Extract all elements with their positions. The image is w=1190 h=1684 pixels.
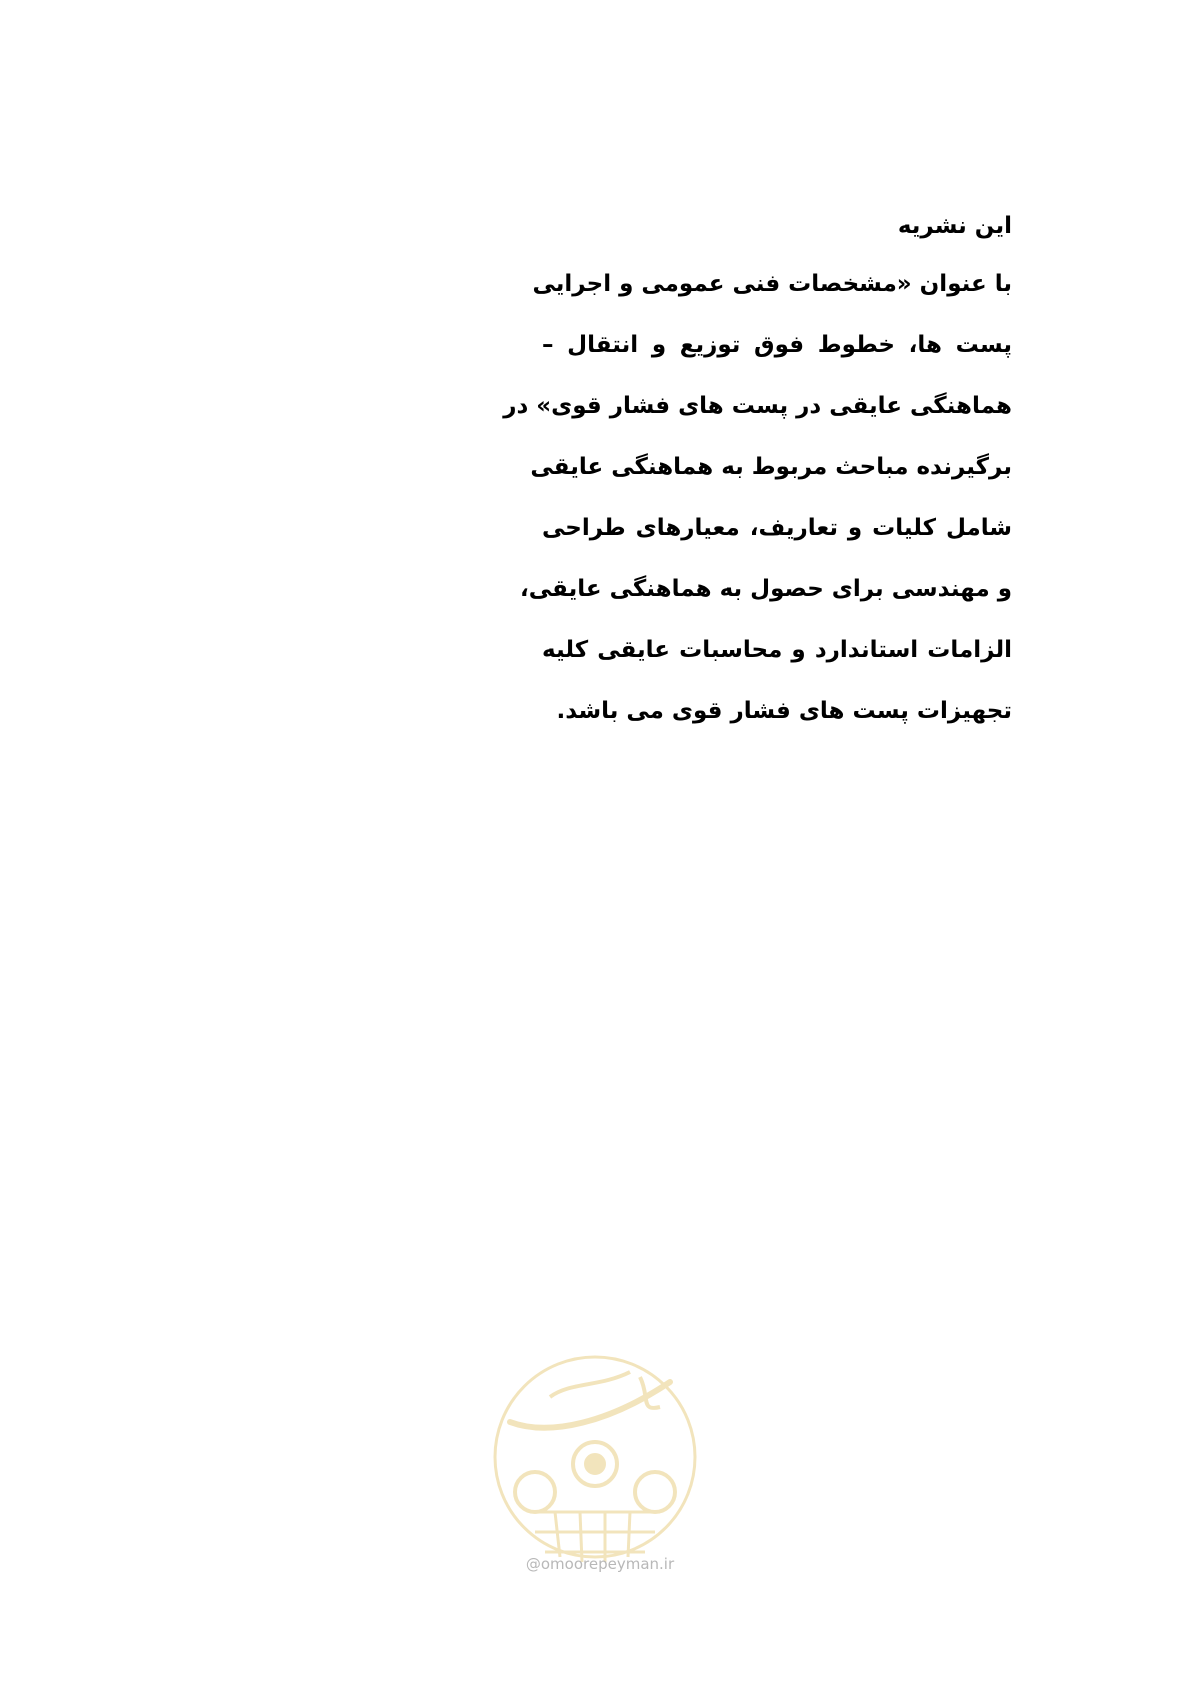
description-line: برگیرنده مباحث مربوط به هماهنگی عایقی (530, 454, 1012, 480)
description-line: پست ها، خطوط فوق توزیع و انتقال – (542, 332, 1012, 358)
description-line: الزامات استاندارد و محاسبات عایقی کلیه (542, 637, 1012, 663)
watermark-url: @omoorepeyman.ir (525, 1555, 675, 1573)
publication-description (503, 212, 1012, 758)
description-line: هماهنگی عایقی در پست های فشار قوی» در (503, 393, 1012, 419)
gear-icon (515, 1442, 675, 1512)
description-line: شامل کلیات و تعاریف، معیارهای طراحی (542, 515, 1012, 541)
description-line: و مهندسی برای حصول به هماهنگی عایقی، (520, 576, 1012, 602)
description-line: تجهیزات پست های فشار قوی می باشد. (556, 698, 1012, 724)
description-heading: این نشریه (897, 213, 1012, 239)
description-line: با عنوان «مشخصات فنی عمومی و اجرایی (532, 271, 1012, 297)
